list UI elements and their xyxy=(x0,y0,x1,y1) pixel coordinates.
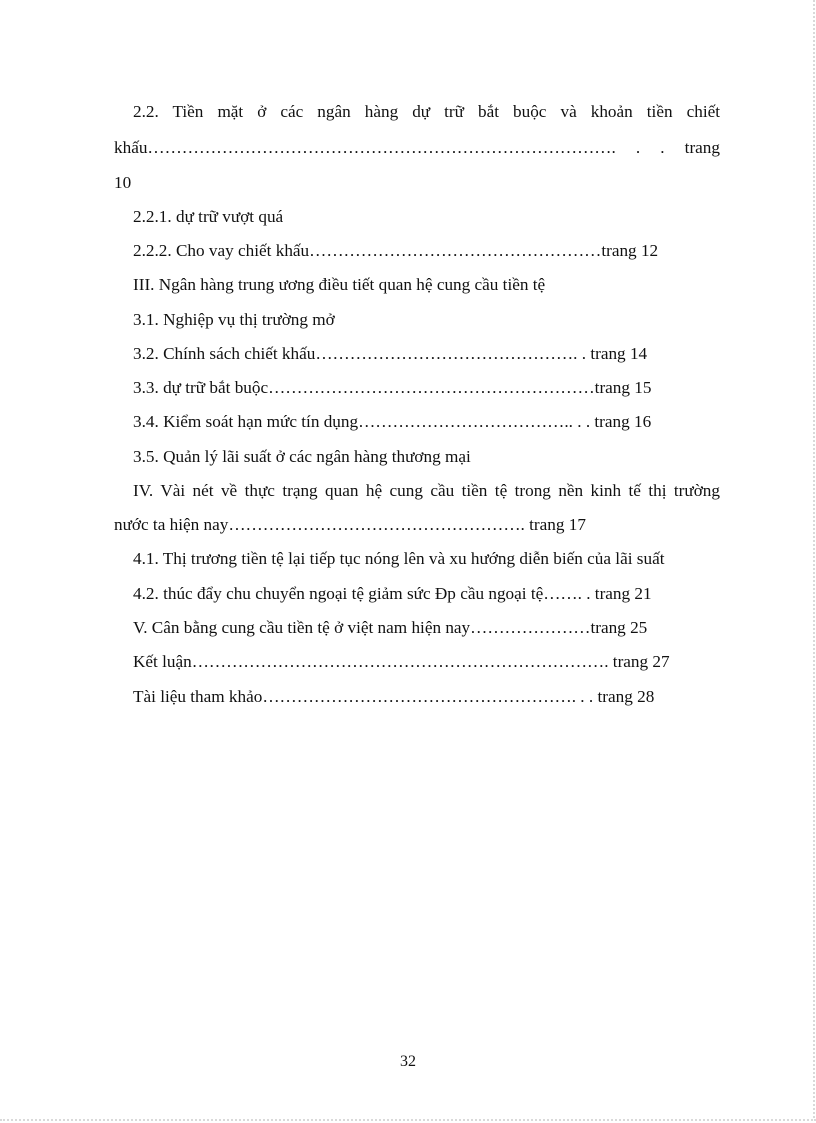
toc-entry-3-2: 3.2. Chính sách chiết khấu………………………………………. . trang 14 xyxy=(133,344,648,363)
toc-entry-2-2-2: 2.2.2. Cho vay chiết khấu……………………………………………trang 12 xyxy=(133,241,659,260)
toc-entry-2-2-1: 2.2.1. dự trữ vượt quá xyxy=(133,207,284,226)
toc-entry-2-2-line1: 2.2. Tiền mặt ở các ngân hàng dự trữ bắt buộc và khoản tiền chiết xyxy=(133,102,720,121)
toc-entry-ket-luan: Kết luận………………………………………………………………. trang 27 xyxy=(133,652,670,671)
toc-entry-2-2-line3: 10 xyxy=(114,173,132,192)
toc-entry-3-5: 3.5. Quản lý lãi suất ở các ngân hàng thương mại xyxy=(133,447,471,466)
toc-entry-V: V. Cân bằng cung cầu tiền tệ ở việt nam hiện nay…………………trang 25 xyxy=(133,618,648,637)
toc-entry-3-1: 3.1. Nghiệp vụ thị trường mở xyxy=(133,310,335,329)
page-border-bottom xyxy=(0,1117,816,1121)
toc-entry-3-4: 3.4. Kiểm soát hạn mức tín dụng……………………………….. . . trang 16 xyxy=(133,412,652,431)
toc-entry-4-2: 4.2. thúc đẩy chu chuyển ngoại tệ giảm sức Đp cầu ngoại tệ……. . trang 21 xyxy=(133,584,652,603)
toc-entry-2-2-line2: khấu………………………………………………………………………. . . trang xyxy=(114,138,720,157)
toc-entry-3-3: 3.3. dự trữ bắt buộc…………………………………………………trang 15 xyxy=(133,378,652,397)
toc-entry-tai-lieu: Tài liệu tham khảo………………………………………………. . . trang 28 xyxy=(133,687,655,706)
page-number: 32 xyxy=(400,1053,416,1070)
toc-entry-III: III. Ngân hàng trung ương điều tiết quan hệ cung cầu tiền tệ xyxy=(133,275,546,294)
toc-entry-IV-line2: nước ta hiện nay……………………………………………. trang 17 xyxy=(114,515,586,534)
toc-entry-4-1: 4.1. Thị trương tiền tệ lại tiếp tục nóng lên và xu hướng diễn biến của lãi suất xyxy=(133,549,665,568)
toc-entry-IV-line1: IV. Vài nét về thực trạng quan hệ cung cầu tiền tệ trong nền kinh tế thị trường xyxy=(133,481,720,500)
